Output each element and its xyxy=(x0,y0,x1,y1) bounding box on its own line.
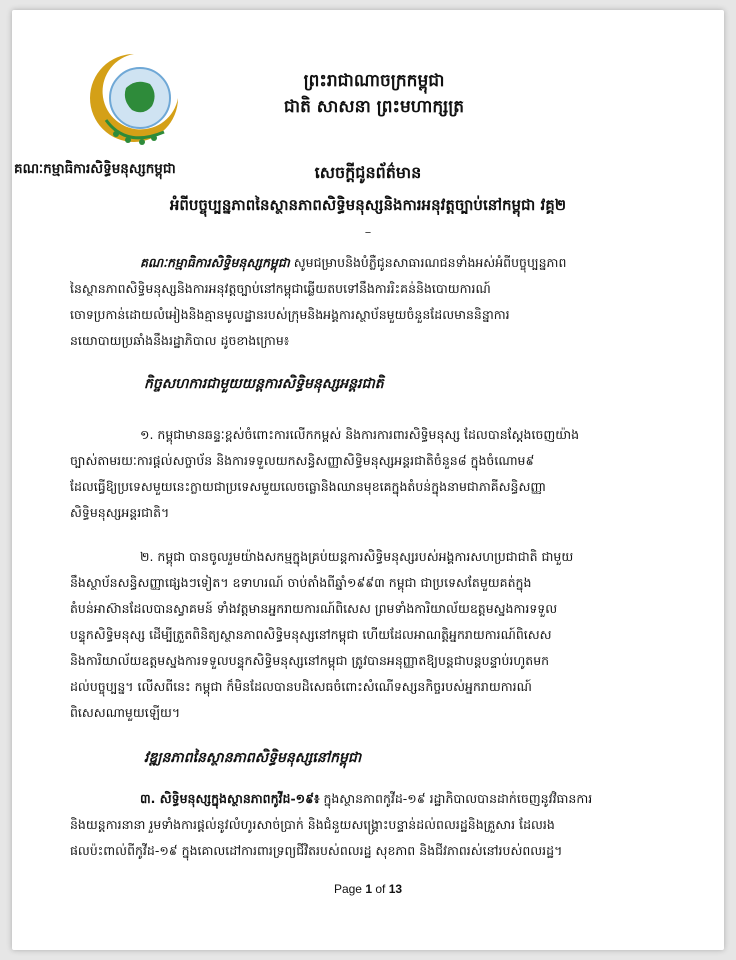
intro-line-2: នៃស្ថានភាពសិទ្ធិមនុស្សនិងការអនុវត្តច្បាប់នៅកម្ពុជាឆ្លើយតបទៅនឹងការរិះគន់និងបោយការណ៍ xyxy=(70,281,491,296)
paragraph-2 xyxy=(70,544,670,726)
p3-line-1: ក្នុងស្ថានភាពកូវីដ-១៩ រដ្ឋាភិបាលបានដាក់ចេញនូវវិធានការ xyxy=(323,791,593,806)
page-total: 13 xyxy=(388,882,403,896)
document-title: សេចក្ដីជូនព័ត៌មាន xyxy=(314,163,422,182)
p3-line-3: ផលប៉ះពាល់ពីកូវីដ-១៩ ក្នុងគោលដៅការពារទ្រព្យជីវិតរបស់ពលរដ្ឋ សុខភាព និងជីវភាពរស់នៅរបស់ពលរដ្ឋ។ xyxy=(70,843,563,858)
p1-line: សិទ្ធិមនុស្សអន្តរជាតិ។ xyxy=(70,505,170,520)
p2-line: នឹងស្ថាប័នសន្ធិសញ្ញាផ្សេងៗទៀត។ ឧទាហរណ៍ ចាប់តាំងពីឆ្នាំ១៩៩៣ កម្ពុជា ជាប្រទេសតែមួយគត់ក្នុង xyxy=(70,575,532,590)
document-page xyxy=(12,10,724,950)
intro-line-4: នយោបាយប្រឆាំងនឹងរដ្ឋាភិបាល ដូចខាងក្រោម៖ xyxy=(70,333,290,348)
p2-line: និងការិយាល័យឧត្តមស្នងការទទួលបន្ទុកសិទ្ធិមនុស្សនៅកម្ពុជា ត្រូវបានអនុញ្ញាតឱ្យបន្តជាបន្តបន្ទាប់រហូតមក xyxy=(70,653,550,668)
page-number xyxy=(12,882,724,896)
intro-line-3: ចោទប្រកាន់ដោយលំអៀងនិងគ្មានមូលដ្ឋានរបស់ក្រុមនិងអង្គការស្ថាប័នមួយចំនួនដែលមាននិន្នាការ xyxy=(70,307,510,322)
intro-lead: គណៈកម្មាធិការសិទ្ធិមនុស្សកម្ពុជា xyxy=(140,255,290,270)
page-current: 1 xyxy=(365,882,372,896)
section-heading-1: កិច្ចសហការជាមួយយន្តការសិទ្ធិមនុស្សអន្តរជាតិ xyxy=(144,376,384,392)
of-word: of xyxy=(375,882,386,896)
paragraph-3 xyxy=(70,786,670,864)
p2-line: ដល់បច្ចុប្បន្ន។ លើសពីនេះ កម្ពុជា ក៏មិនដែលបានបដិសេធចំពោះសំណើទស្សនកិច្ចរបស់អ្នករាយការណ៍ xyxy=(70,679,532,694)
paragraph-1 xyxy=(70,422,670,526)
kingdom-line-1: ព្រះរាជាណាចក្រកម្ពុជា xyxy=(303,71,445,91)
document-subtitle: អំពីបច្ចុប្បន្នភាពនៃស្ថានភាពសិទ្ធិមនុស្សនិងការអនុវត្តច្បាប់នៅកម្ពុជា វគ្គ២ xyxy=(169,196,567,214)
p1-line: ១. កម្ពុជាមានឆន្ទៈខ្ពស់ចំពោះការលើកកម្ពស់ និងការការពារសិទ្ធិមនុស្ស ដែលបានស្តែងចេញយ៉ាង xyxy=(140,427,580,442)
p2-line: ពិសេសណាមួយឡើយ។ xyxy=(70,705,181,720)
intro-paragraph xyxy=(70,250,670,354)
kingdom-line-2: ជាតិ សាសនា ព្រះមហាក្សត្រ xyxy=(283,97,465,117)
p1-line: ច្បាស់តាមរយៈការផ្តល់សច្ចាប័ន និងការទទួលយកសន្ធិសញ្ញាសិទ្ធិមនុស្សអន្តរជាតិចំនួន៨ ក្នុងចំណោម៩ xyxy=(70,453,535,468)
chrc-logo xyxy=(86,50,182,160)
page-word: Page xyxy=(333,882,362,896)
p2-line: បន្ទុកសិទ្ធិមនុស្ស ដើម្បីត្រួតពិនិត្យស្ថានភាពសិទ្ធិមនុស្សនៅកម្ពុជា ហើយដែលអាណត្តិអ្នករាយការណ៍ពិសេស xyxy=(70,627,552,642)
p3-line-2: និងយន្តការនានា រួមទាំងការផ្តល់នូវលំហូរសាច់ប្រាក់ និងជំនួយសង្គ្រោះបន្ទាន់ដល់ពលរដ្ឋនិងគ្រួសារ ដែលរង xyxy=(70,817,555,832)
p3-lead: ៣. សិទ្ធិមនុស្សក្នុងស្ថានភាពកូវីដ-១៩៖ xyxy=(140,791,320,806)
intro-line-1: សូមជម្រាបនិងបំភ្លឺជូនសាធារណជនទាំងអស់អំពីបច្ចុប្បន្នភាព xyxy=(293,255,567,270)
p2-line: តំបន់អាស៊ានដែលបានស្វាគមន៍ ទាំងវត្តមានអ្នករាយការណ៍ពិសេស ព្រមទាំងការិយាល័យឧត្តមស្នងការទទួល xyxy=(70,601,558,616)
p2-line: ២. កម្ពុជា បានចូលរួមយ៉ាងសកម្មក្នុងគ្រប់យន្តការសិទ្ធិមនុស្សរបស់អង្គការសហប្រជាជាតិ ជាមួយ xyxy=(140,549,574,564)
section-heading-2: វឌ្ឍនភាពនៃស្ថានភាពសិទ្ធិមនុស្សនៅកម្ពុជា xyxy=(144,750,362,766)
kingdom-header xyxy=(244,68,504,120)
org-name: គណៈកម្មាធិការសិទ្ធិមនុស្សកម្ពុជា xyxy=(14,161,176,177)
title-dash: – xyxy=(364,225,372,240)
p1-line: ដែលធ្វើឱ្យប្រទេសមួយនេះក្លាយជាប្រទេសមួយលេចធ្លោនិងឈានមុខគេក្នុងតំបន់ក្នុងនាមជាភាគីសន្ធិសញ្ញា xyxy=(70,479,547,494)
